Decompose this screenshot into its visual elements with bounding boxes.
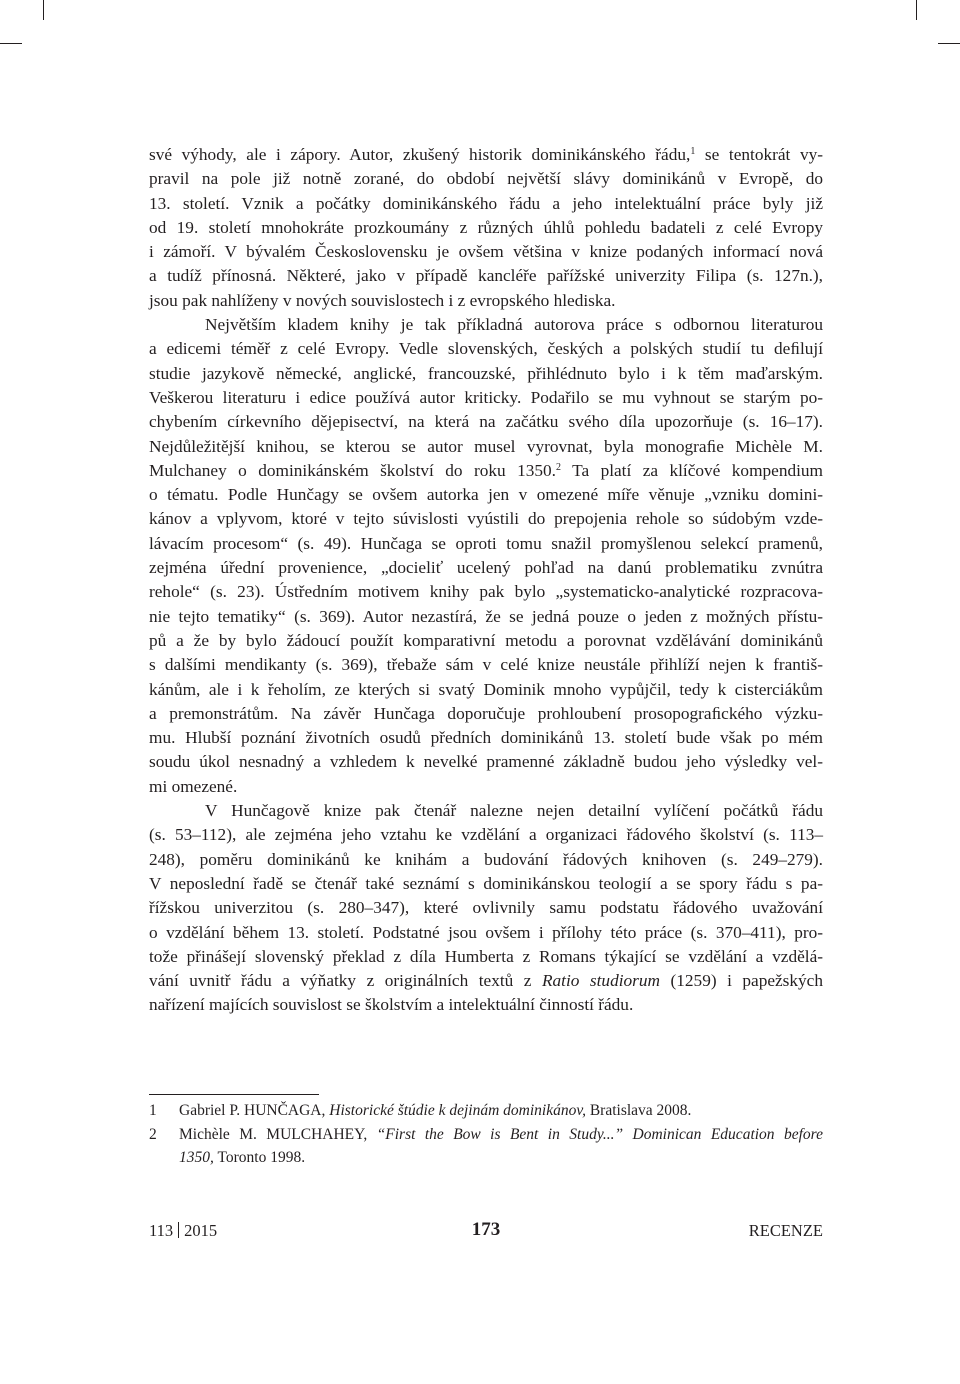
footnote-rest: Bratislava 2008. xyxy=(585,1102,692,1119)
crop-mark-top-right xyxy=(916,0,917,20)
text-line: a tudíž přínosná. Některé, jako v případě kancléře pařížské univerzity Filipa (s. 127n.), xyxy=(149,266,823,286)
text-span: Mulchaney o dominikánském školství do roku 1350. xyxy=(149,460,556,480)
text-line: mi omezené. xyxy=(149,776,238,796)
text-line: lávacím procesom“ (s. 49). Hunčaga se oproti tomu snažil promyšlenou selekcí pramenů, xyxy=(149,533,823,553)
footnote-title: 1350, xyxy=(179,1149,214,1166)
text-line: nie tejto tematiky“ (s. 369). Autor nezastírá, že se jedná pouze o jeden z možných přístu- xyxy=(149,606,823,626)
footnote-1 xyxy=(149,1099,823,1123)
footnote-author: Gabriel P. HUNČAGA, xyxy=(179,1102,330,1119)
section-name: RECENZE xyxy=(748,1221,823,1240)
footnote-title: Historické štúdie k dejinám dominikánov, xyxy=(329,1102,586,1119)
review-body xyxy=(149,143,823,1018)
text-line: a premonstrátům. Na závěr Hunčaga doporučuje prohloubení prosopograﬁckého výzku- xyxy=(149,703,823,723)
issue-number: 113 xyxy=(149,1221,174,1240)
crop-mark-top-right-h xyxy=(938,43,960,44)
text-line: tože přinášejí slovenský překlad z díla Humberta z Romans týkající se vzdělání a vzdělá- xyxy=(149,946,823,966)
text-span: (1259) i papežských xyxy=(660,971,823,991)
text-line: Nejdůležitější knihou, se kterou se autor musel vyrovnat, byla monograﬁe Michèle M. xyxy=(149,436,823,456)
crop-mark-top-left xyxy=(43,0,44,20)
text-line: pů a že by bylo žádoucí použít komparativní metodu a porovnat vzdělávání dominikánů xyxy=(149,630,823,650)
paragraph-3 xyxy=(149,799,823,1018)
text-line: V Hunčagově knize pak čtenář nalezne nejen detailní vylíčení počátků řádu xyxy=(205,801,823,821)
footnotes xyxy=(149,1099,823,1170)
text-line: (s. 53–112), ale zejména jeho vztahu ke vzdělání a organizaci řádového školství (s. 113– xyxy=(149,825,823,845)
text-line: o tématu. Podle Hunčagy se ovšem autorka jen v omezené míře věnuje „vzniku domini- xyxy=(149,485,823,505)
text-line: 13. století. Vznik a počátky dominikánského řádu a jeho intelektuální práce byly již xyxy=(149,193,823,213)
footnote-rest: Toronto 1998. xyxy=(213,1149,306,1166)
text-line: 248), poměru dominikánů ke knihám a budování řádových knihoven (s. 249–279). xyxy=(149,849,823,869)
text-line: zejména úřední provenience, „docieliť ucelený pohľad na danú problematiku zvnútra xyxy=(149,558,823,578)
text-line: mu. Hlubší poznání životních osudů předních dominikánů 13. století bude však po mém xyxy=(149,728,823,748)
text-line xyxy=(149,459,823,483)
text-line: Největším kladem knihy je tak příkladná autorova práce s odbornou literaturou xyxy=(205,315,823,335)
text-line xyxy=(179,1149,305,1166)
text-span: své výhody, ale i zápory. Autor, zkušený historik dominikánského řádu, xyxy=(149,145,691,164)
text-line: o vzdělání během 13. století. Podstatné jsou ovšem i přílohy této práce (s. 370–411), pro- xyxy=(149,922,823,942)
text-line: pravil na pole již notně zorané, do období největší slávy dominikánů v Evropě, do xyxy=(149,169,823,189)
footnote-title: “First the Bow is Bent in Study...” Dominican Education before xyxy=(376,1125,824,1143)
text-line: rehole“ (s. 23). Ústředním motivem knihy pak bylo „systematicko-analytické rozpracova- xyxy=(149,582,823,602)
footnote-number: 1 xyxy=(149,1102,157,1119)
page-number: 173 xyxy=(471,1219,501,1240)
text-line: nařízení majících souvislost se školstvím a intelektuální činností řádu. xyxy=(149,995,634,1015)
text-line: chybením církevního dějepisectví, na která na začátku svého díla upozorňuje (s. 16–17). xyxy=(149,412,823,432)
text-line xyxy=(179,1123,823,1147)
text-line: jsou pak nahlíženy v nových souvislostech i z evropského hlediska. xyxy=(149,290,616,310)
text-line xyxy=(149,969,823,993)
issue-year: 2015 xyxy=(184,1221,218,1240)
text-line: kánům, ale i k řeholím, ze kterých si svatý Dominik mnoho vypůjčil, tedy k cisterciákům xyxy=(149,679,823,699)
page-footer xyxy=(149,1219,823,1249)
text-line: a edicemi téměř z celé Evropy. Vedle slovenských, českých a polských studií tu deﬁlují xyxy=(149,339,823,359)
text-span: vání uvnitř řádu a výňatky z originálních textů z xyxy=(149,971,542,991)
text-line: Veškerou literaturu i edice používá autor kriticky. Podařilo se mu vyhnout se starým po- xyxy=(149,387,823,407)
text-span: Ta platí za klíčové kompendium xyxy=(561,460,823,480)
footnote-number: 2 xyxy=(149,1125,157,1143)
text-line: s dalšími mendikanty (s. 369), třebaže sám v celé knize neustále přihlíží nejen k františ- xyxy=(149,655,823,675)
text-line: V neposlední řadě se čtenář také seznámí s dominikánskou teologií a se spory řádu s pa- xyxy=(149,873,823,893)
text-line: od 19. století mnohokráte prozkoumány z různých úhlů pohledu badateli z celé Evropy xyxy=(149,217,823,237)
text-line: kánov a vplyvom, ktoré v tejto súvislosti vyústili do prepojenia rehole so súdobým vzde- xyxy=(149,509,823,529)
crop-mark-top-left-h xyxy=(0,43,22,44)
text-line xyxy=(149,143,823,167)
footnote-2 xyxy=(149,1123,823,1170)
book-title-italic: Ratio studiorum xyxy=(541,971,661,991)
text-span: se tentokrát vy- xyxy=(695,145,823,164)
paragraph-2 xyxy=(149,313,823,799)
footnote-ref-1[interactable]: 1 xyxy=(690,146,696,157)
text-line: řížskou univerzitou (s. 280–347), které ovlivnily samu podstatu řádového uvažování xyxy=(149,898,823,918)
footnote-ref-2[interactable]: 2 xyxy=(556,461,561,473)
footnote-author: Michèle M. MULCHAHEY, xyxy=(179,1125,377,1143)
text-line: soudu úkol nesnadný a vzhledem k nevelké pramenné základně budou jeho výsledky vel- xyxy=(149,752,823,772)
footnote-rule xyxy=(149,1094,319,1095)
text-line: i zámoří. V bývalém Československu je ovšem většina v knize podaných informací nová xyxy=(149,242,823,262)
text-line: studie jazykově německé, anglické, francouzské, přihlédnuto bylo i k těm maďarským. xyxy=(149,363,823,383)
paragraph-1 xyxy=(149,143,823,313)
